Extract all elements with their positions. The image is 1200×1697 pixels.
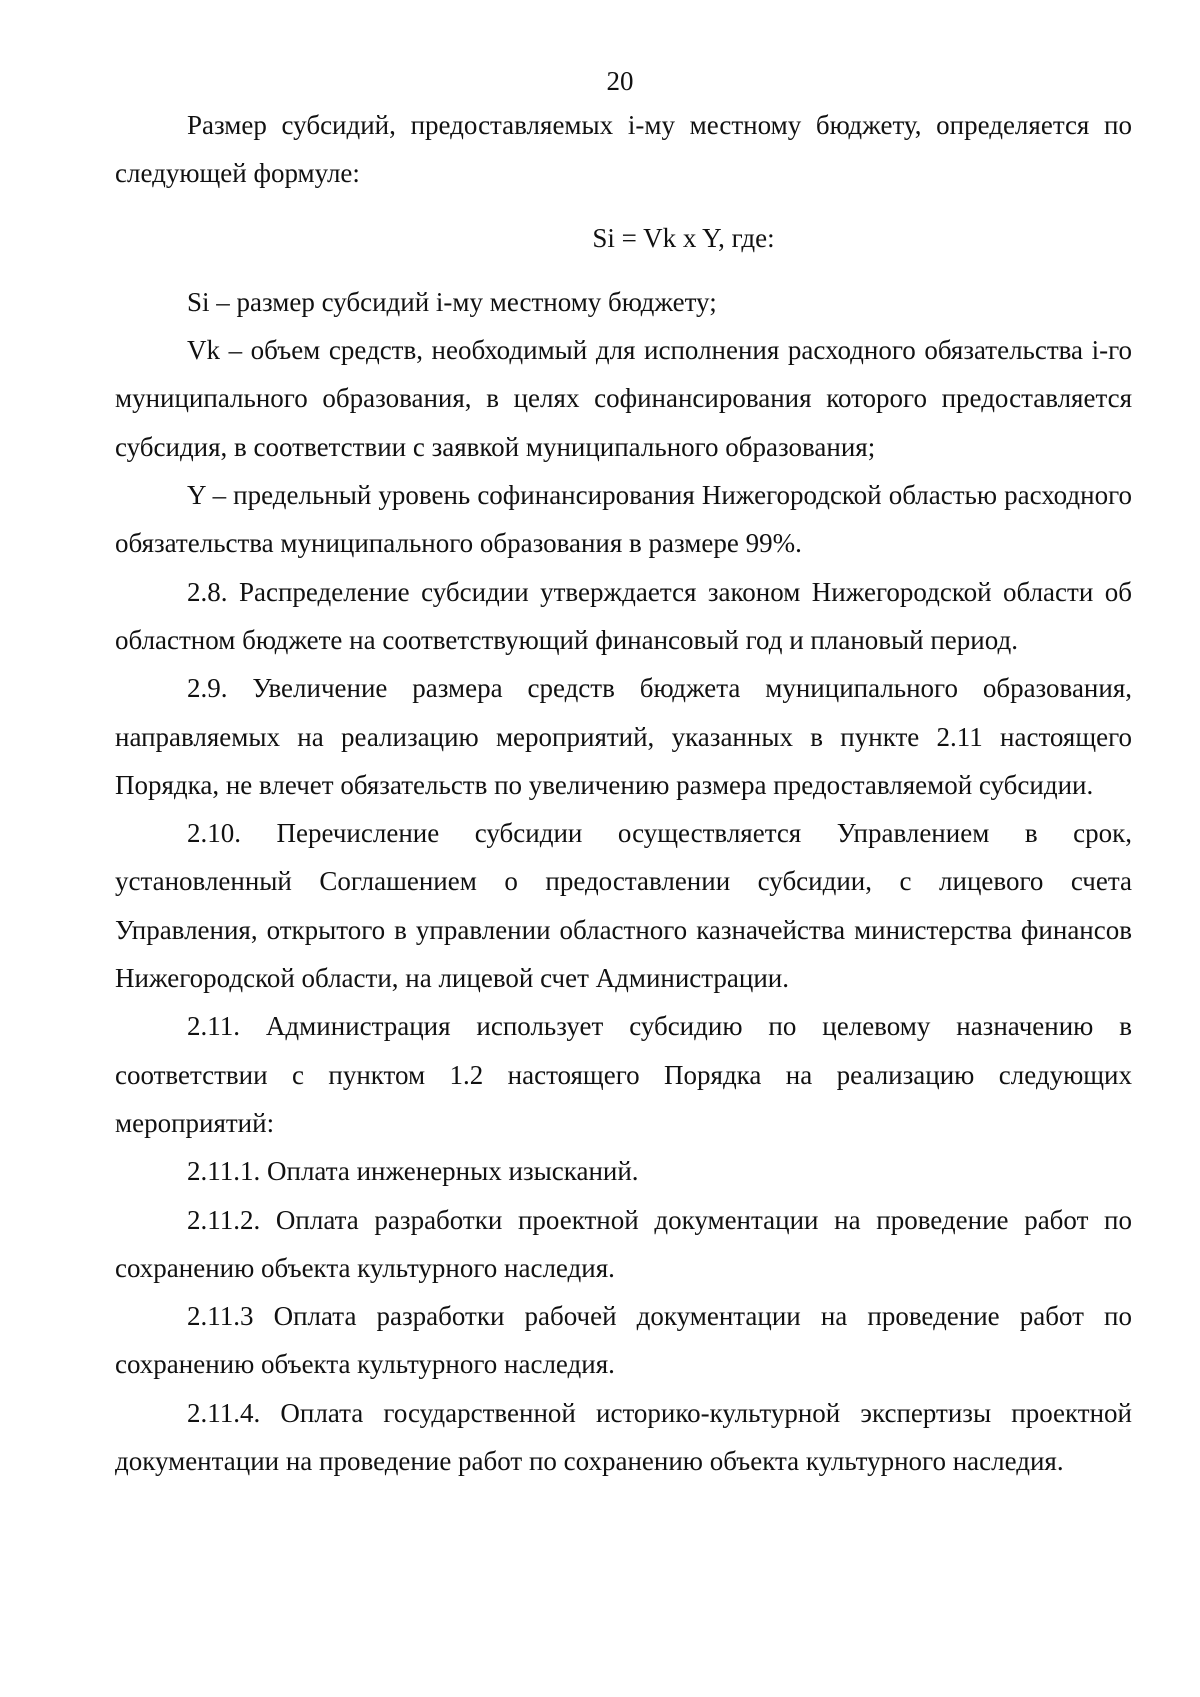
- definition-y: Y – предельный уровень софинансирования Нижегородской областью расходного обязательства муниципального образования в размере 99%.: [115, 480, 1132, 559]
- definition-si: Si – размер субсидий i-му местному бюджету;: [187, 286, 717, 317]
- formula: Si = Vk x Y, где:: [592, 222, 775, 253]
- definition-vk: Vk – объем средств, необходимый для исполнения расходного обязательства i-го муниципального образования, в целях софинансирования которого предоставляется субсидия, в соответствии с заявкой муниципального образования;: [115, 335, 1132, 462]
- clause-2-9: 2.9. Увеличение размера средств бюджета муниципального образования, направляемых на реализацию мероприятий, указанных в пункте 2.11 настоящего Порядка, не влечет обязательств по увеличению размера предоставляемой субсидии.: [115, 673, 1132, 800]
- clause-2-11-3: 2.11.3 Оплата разработки рабочей документации на проведение работ по сохранению объекта культурного наследия.: [115, 1301, 1132, 1380]
- document-body: [115, 101, 1132, 1485]
- clause-2-8: 2.8. Распределение субсидии утверждается законом Нижегородской области об областном бюджете на соответствующий финансовый год и плановый период.: [115, 576, 1132, 655]
- clause-2-11-2: 2.11.2. Оплата разработки проектной документации на проведение работ по сохранению объекта культурного наследия.: [115, 1204, 1132, 1283]
- page-number: 20: [606, 66, 634, 96]
- paragraph-subsidy-size: Размер субсидий, предоставляемых i-му местному бюджету, определяется по следующей формуле:: [115, 110, 1132, 189]
- clause-2-10: 2.10. Перечисление субсидии осуществляется Управлением в срок, установленный Соглашением о предоставлении субсидии, с лицевого счета Управления, открытого в управлении областного казначейства министерства финансов Нижегородской области, на лицевой счет Администрации.: [115, 818, 1132, 994]
- clause-2-11-4: 2.11.4. Оплата государственной историко-культурной экспертизы проектной документации на проведение работ по сохранению объекта культурного наследия.: [115, 1397, 1132, 1477]
- clause-2-11: 2.11. Администрация использует субсидию по целевому назначению в соответствии с пунктом 1.2 настоящего Порядка на реализацию следующих мероприятий:: [115, 1011, 1132, 1138]
- clause-2-11-1: 2.11.1. Оплата инженерных изысканий.: [187, 1156, 639, 1187]
